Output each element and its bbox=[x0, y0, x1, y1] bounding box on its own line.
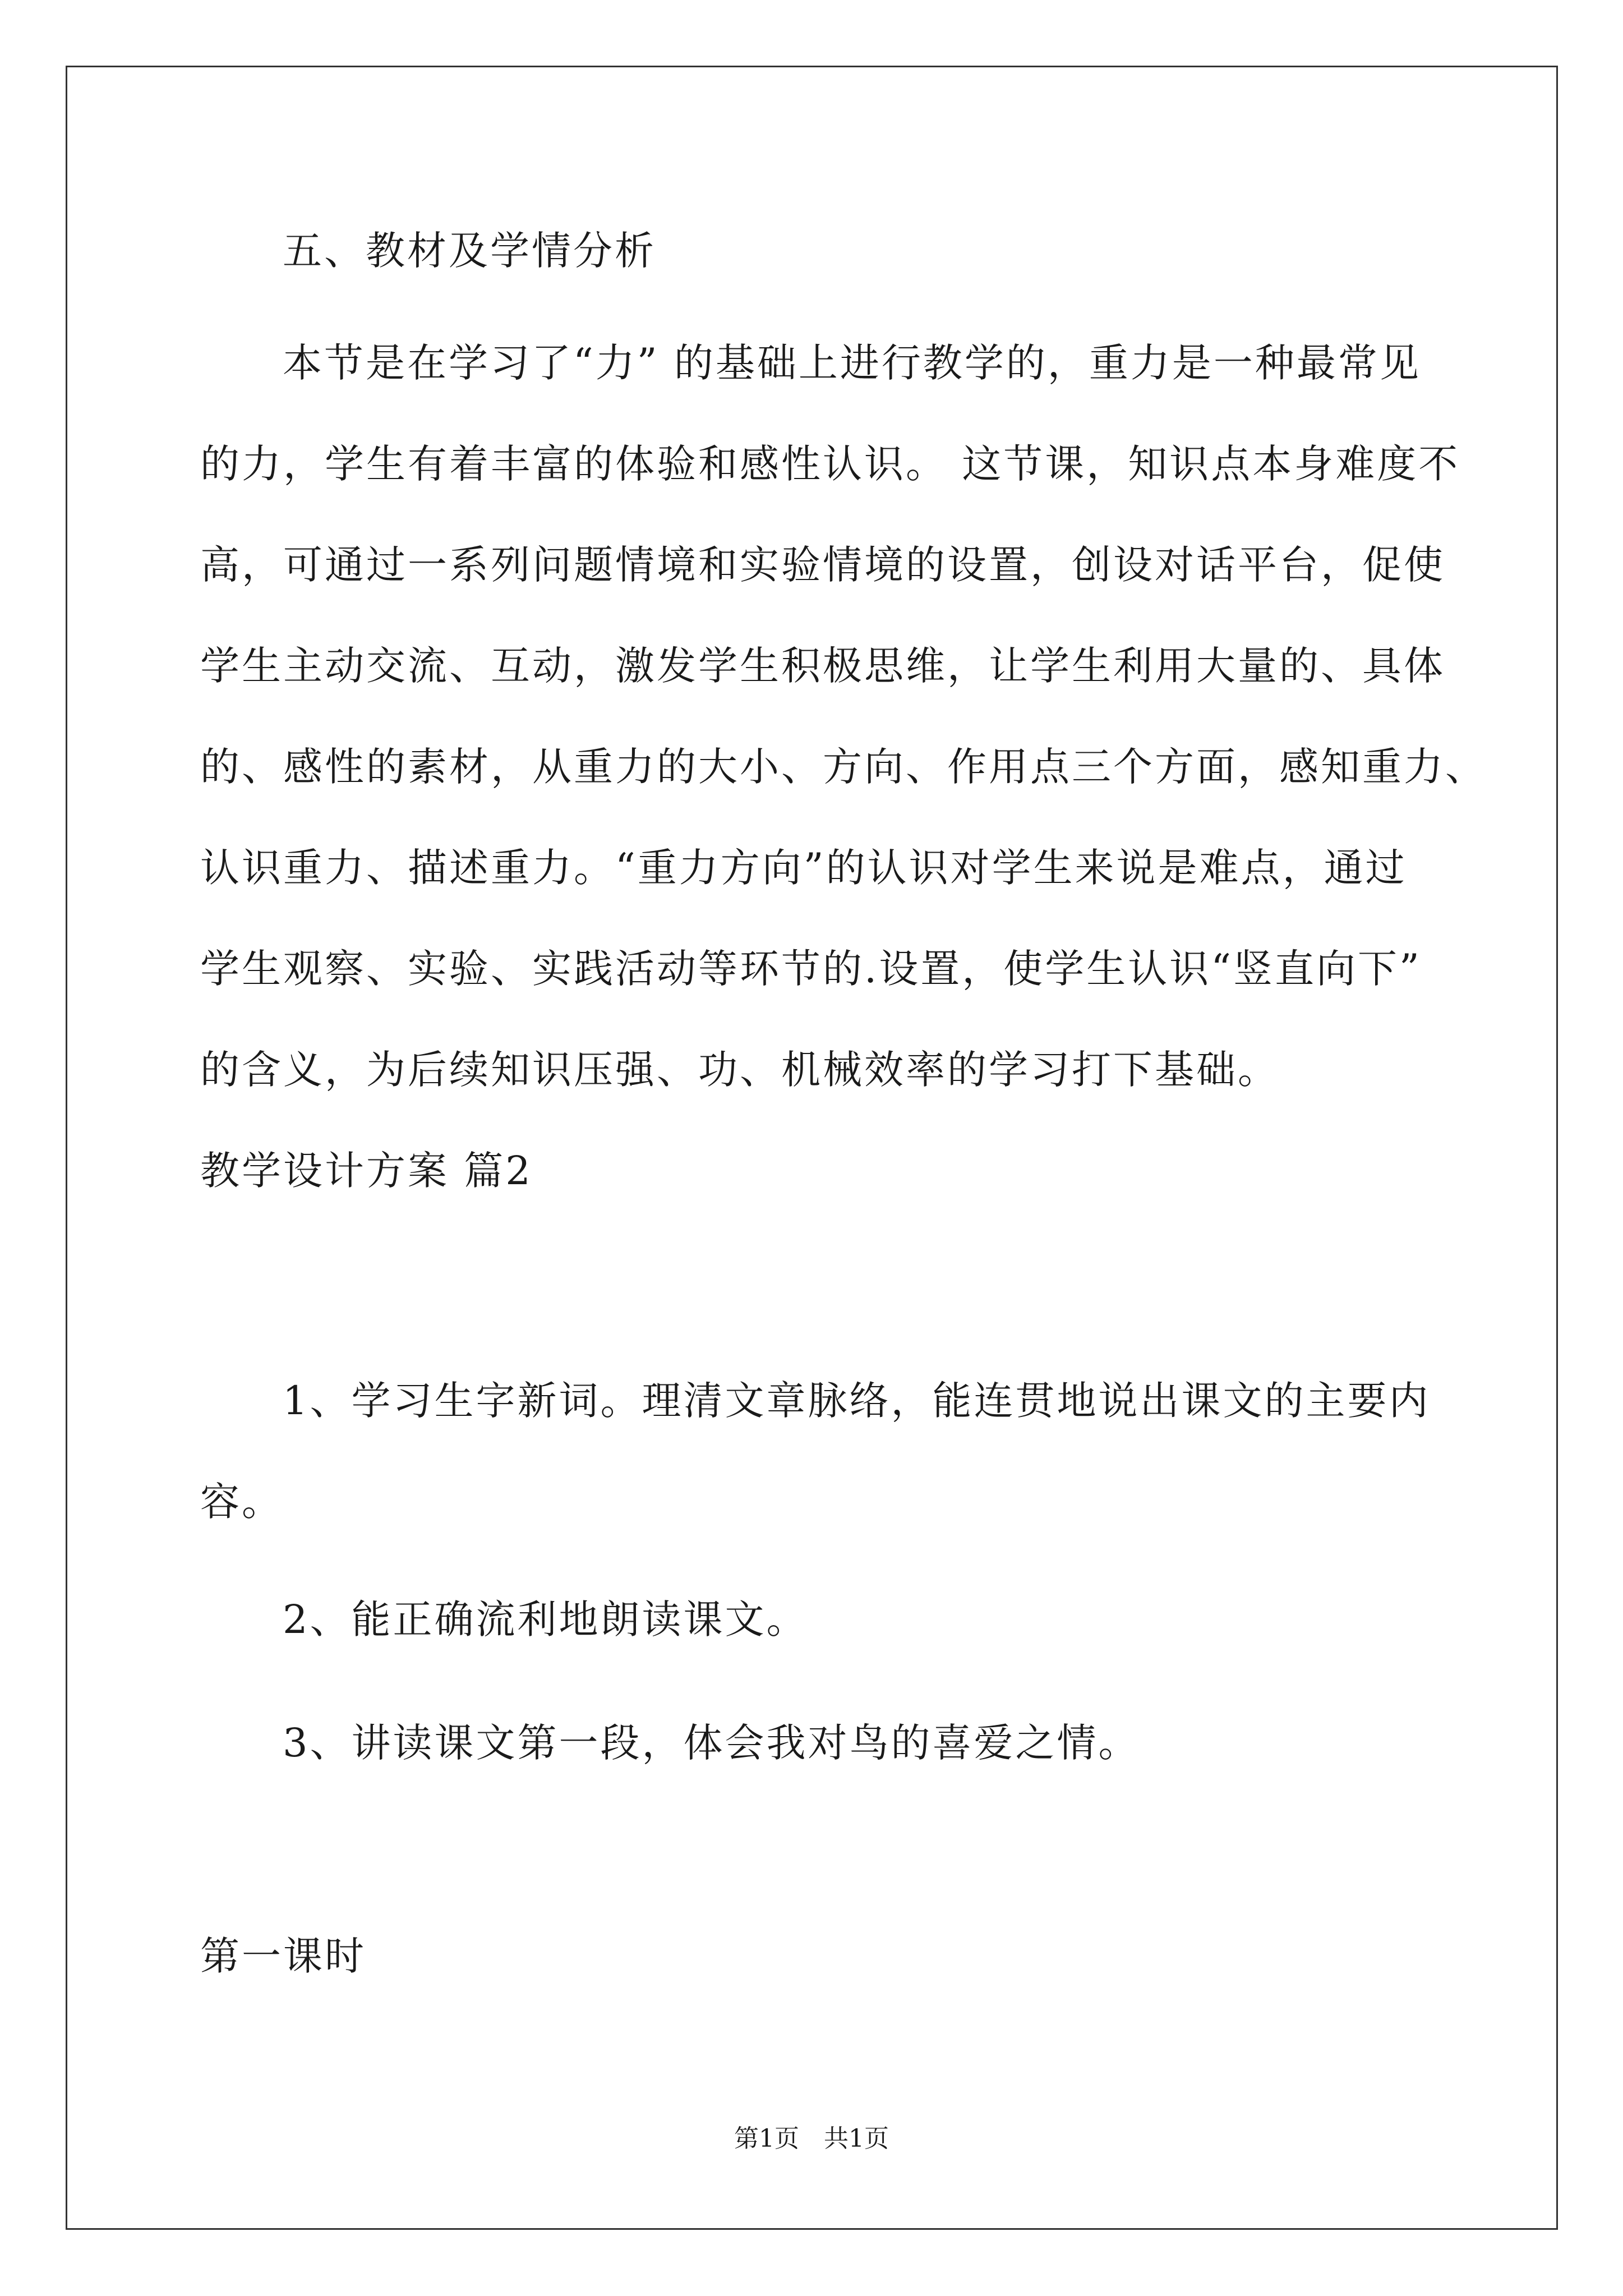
section-heading: 五、教材及学情分析 bbox=[283, 228, 656, 274]
paragraph-line: 的、感性的素材，从重力的大小、方向、作用点三个方面，感知重力、 bbox=[200, 744, 1487, 790]
paragraph-line: 认识重力、描述重力。“重力方向”的认识对学生来说是难点，通过 bbox=[200, 845, 1407, 891]
objective-item: 1、学习生字新词。理清文章脉络，能连贯地说出课文的主要内 bbox=[283, 1378, 1431, 1424]
paragraph-line: 的力，学生有着丰富的体验和感性认识。 这节课，知识点本身难度不 bbox=[200, 441, 1460, 487]
paragraph-line: 学生观察、实验、实践活动等环节的.设置，使学生认识“竖直向下” bbox=[200, 946, 1422, 992]
paragraph-line: 高，可通过一系列问题情境和实验情境的设置，创设对话平台，促使 bbox=[200, 542, 1445, 588]
objective-item: 2、能正确流利地朗读课文。 bbox=[283, 1596, 808, 1642]
paragraph-line: 的含义，为后续知识压强、功、机械效率的学习打下基础。 bbox=[200, 1047, 1279, 1093]
paragraph-line: 学生主动交流、互动，激发学生积极思维，让学生利用大量的、具体 bbox=[200, 643, 1445, 689]
objective-item-continued: 容。 bbox=[200, 1479, 283, 1525]
paragraph-line: 本节是在学习了“力” 的基础上进行教学的，重力是一种最常见 bbox=[283, 340, 1421, 386]
objective-item: 3、讲读课文第一段，体会我对鸟的喜爱之情。 bbox=[283, 1720, 1140, 1766]
section-title: 教学设计方案 篇2 bbox=[200, 1148, 533, 1194]
lesson-heading: 第一课时 bbox=[200, 1933, 366, 1979]
page-footer: 第1页 共1页 bbox=[734, 2124, 889, 2153]
